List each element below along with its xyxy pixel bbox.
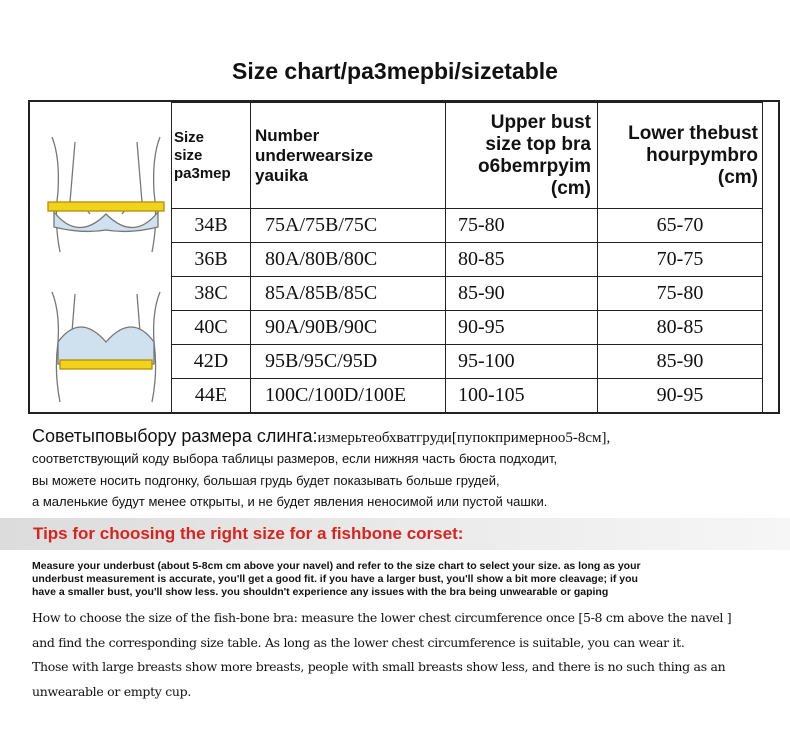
page-title: Size chart/pa3mepbi/sizetable [232, 58, 558, 84]
table-row: 38C 85A/85B/85C 85-90 75-80 [172, 277, 763, 311]
russian-tips-line: вы можете носить подгонку, большая грудь будет показывать больше грудей, [32, 473, 500, 488]
header-number: Number underwearsize yauika [251, 103, 446, 209]
header-lower-bust: Lower thebust hourpymbro (cm) [598, 103, 763, 209]
table-row: 42D 95B/95C/95D 95-100 85-90 [172, 345, 763, 379]
russian-tips-heading: Советыповыбору размера слинга:измерьтеобхватгруди[пупокпримерноo5-8см], [32, 426, 611, 446]
english-tips-line: have a smaller bust, you'll show less. you shouldn't experience any issues with the bra being unwearable or gaping [32, 586, 609, 598]
tips-banner [0, 518, 790, 550]
tips-banner-text: Tips for choosing the right size for a fishbone corset: [33, 524, 464, 543]
translation-line: Those with large breasts show more breasts, people with small breasts show less, and there is no such thing as an [32, 659, 726, 674]
translation-line: unwearable or empty cup. [32, 684, 192, 699]
table-row: 40C 90A/90B/90C 90-95 80-85 [172, 311, 763, 345]
upper-bust-figure [48, 137, 164, 252]
bust-measurement-illustration [30, 102, 172, 412]
table-row: 44E 100C/100D/100E 100-105 90-95 [172, 379, 763, 413]
table-row: 34B 75A/75B/75C 75-80 65-70 [172, 209, 763, 243]
russian-tips-line: соответствующий коду выбора таблицы размеров, если нижняя часть бюста подходит, [32, 451, 558, 466]
header-upper-bust: Upper bust size top bra o6bemrpyim (cm) [446, 103, 598, 209]
table-header-row [172, 103, 763, 209]
header-size: Size size pa3mep [172, 103, 251, 209]
russian-tips-line: а маленькие будут менее открыты, и не будет явления неносимой или пустой чашки. [32, 494, 548, 509]
size-table [171, 102, 763, 413]
size-chart [28, 100, 780, 414]
translation-line: and find the corresponding size table. As long as the lower chest circumference is suitable, you can wear it. [32, 635, 685, 650]
translation-line: How to choose the size of the fish-bone bra: measure the lower chest circumference once [5-8 cm above the navel ] [32, 610, 732, 625]
table-row: 36B 80A/80B/80C 80-85 70-75 [172, 243, 763, 277]
under-bust-figure [52, 292, 160, 402]
english-tips-line: Measure your underbust (about 5-8cm cm above your navel) and refer to the size chart to select your size. as long as your [32, 560, 641, 572]
english-tips-line: underbust measurement is accurate, you'll get a good fit. if you have a larger bust, you'll show a bit more cleavage; if you [32, 573, 638, 585]
